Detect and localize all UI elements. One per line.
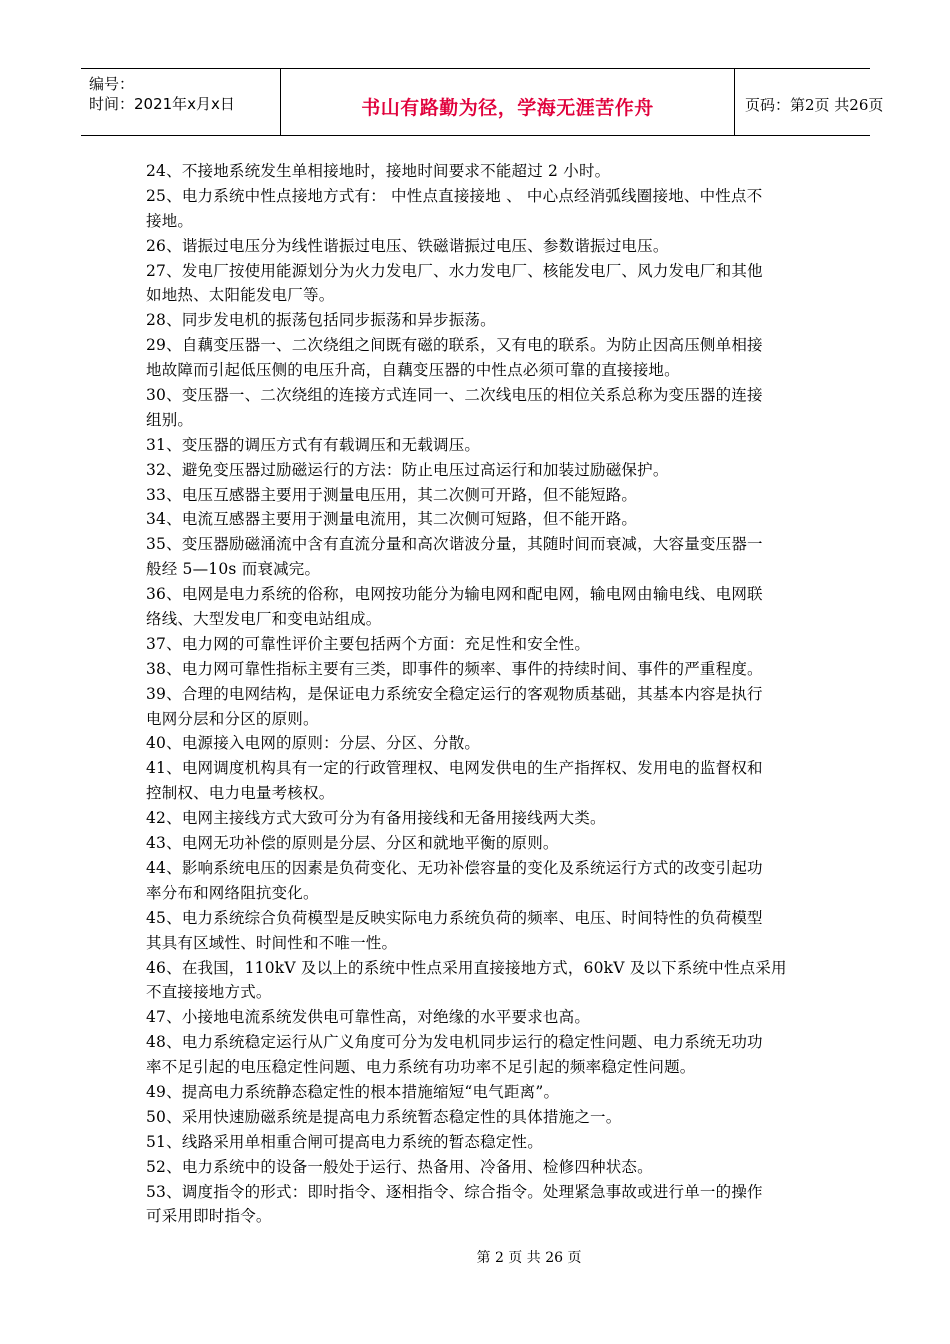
text-line: 52、电力系统中的设备一般处于运行、热备用、冷备用、检修四种状态。	[146, 1157, 653, 1176]
text-line: 50、采用快速励磁系统是提高电力系统暂态稳定性的具体措施之一。	[146, 1107, 622, 1126]
text-line: 控制权、电力电量考核权。	[146, 784, 335, 803]
text-line: 41、电网调度机构具有一定的行政管理权、电网发供电的生产指挥权、发用电的监督权和	[146, 759, 763, 778]
header-motto: 书山有路勤为径，学海无涯苦作舟	[361, 97, 654, 119]
text-line: 29、自藕变压器一、二次绕组之间既有磁的联系，又有电的联系。为防止因高压侧单相接	[146, 336, 763, 355]
text-line: 46、在我国，110kV 及以上的系统中性点采用直接接地方式，60kV 及以下系统中性点采用	[146, 958, 787, 977]
text-line: 45、电力系统综合负荷模型是反映实际电力系统负荷的频率、电压、时间特性的负荷模型	[146, 908, 763, 927]
page-footer	[0, 1247, 950, 1267]
document-body	[146, 159, 810, 1229]
text-line: 35、变压器励磁涌流中含有直流分量和高次谐波分量，其随时间而衰减，大容量变压器一	[146, 535, 763, 554]
text-line: 27、发电厂按使用能源划分为火力发电厂、水力发电厂、核能发电厂、风力发电厂和其他	[146, 261, 763, 280]
text-line: 43、电网无功补偿的原则是分层、分区和就地平衡的原则。	[146, 834, 559, 853]
text-line: 率不足引起的电压稳定性问题、电力系统有功功率不足引起的频率稳定性问题。	[146, 1058, 696, 1077]
text-line: 39、合理的电网结构，是保证电力系统安全稳定运行的客观物质基础，其基本内容是执行	[146, 684, 763, 703]
text-line: 率分布和网络阻抗变化。	[146, 883, 319, 902]
text-line: 26、谐振过电压分为线性谐振过电压、铁磁谐振过电压、参数谐振过电压。	[146, 236, 669, 255]
text-line: 28、同步发电机的振荡包括同步振荡和异步振荡。	[146, 311, 496, 330]
text-line: 25、电力系统中性点接地方式有： 中性点直接接地 、 中心点经消弧线圈接地、中性点不	[146, 186, 763, 205]
text-line: 51、线路采用单相重合闸可提高电力系统的暂态稳定性。	[146, 1132, 543, 1151]
text-line: 36、电网是电力系统的俗称，电网按功能分为输电网和配电网，输电网由输电线、电网联	[146, 585, 763, 604]
text-line: 47、小接地电流系统发供电可靠性高，对绝缘的水平要求也高。	[146, 1008, 591, 1027]
text-line: 53、调度指令的形式：即时指令、逐相指令、综合指令。处理紧急事故或进行单一的操作	[146, 1182, 763, 1201]
text-line: 32、避免变压器过励磁运行的方法：防止电压过高运行和加装过励磁保护。	[146, 460, 669, 479]
text-line: 其具有区域性、时间性和不唯一性。	[146, 933, 398, 952]
text-line: 组别。	[146, 410, 194, 429]
text-line: 地故障而引起低压侧的电压升高，自藕变压器的中性点必须可靠的直接接地。	[146, 361, 680, 380]
text-line: 如地热、太阳能发电厂等。	[146, 286, 335, 305]
header-page-code: 页码：第2页 共26页	[745, 96, 884, 114]
document-date-label: 时间：2021年x月x日	[89, 95, 235, 113]
text-line: 接地。	[146, 211, 194, 230]
text-line: 电网分层和分区的原则。	[146, 709, 319, 728]
text-line: 34、电流互感器主要用于测量电流用，其二次侧可短路，但不能开路。	[146, 510, 638, 529]
text-line: 33、电压互感器主要用于测量电压用，其二次侧可开路，但不能短路。	[146, 485, 638, 504]
header-info-cell	[81, 69, 281, 135]
text-line: 般经 5—10s 而衰减完。	[146, 560, 321, 579]
text-line: 42、电网主接线方式大致可分为有备用接线和无备用接线两大类。	[146, 809, 606, 828]
text-line: 络线、大型发电厂和变电站组成。	[146, 610, 382, 629]
text-line: 38、电力网可靠性指标主要有三类，即事件的频率、事件的持续时间、事件的严重程度。	[146, 659, 763, 678]
footer-page-number: 第 2 页 共 26 页	[476, 1250, 582, 1266]
text-line: 不直接接地方式。	[146, 983, 272, 1002]
text-line: 44、影响系统电压的因素是负荷变化、无功补偿容量的变化及系统运行方式的改变引起功	[146, 858, 763, 877]
header-motto-cell	[281, 69, 735, 135]
text-line: 31、变压器的调压方式有有载调压和无载调压。	[146, 435, 481, 454]
text-line: 可采用即时指令。	[146, 1207, 272, 1226]
text-line: 30、变压器一、二次绕组的连接方式连同一、二次线电压的相位关系总称为变压器的连接	[146, 386, 763, 405]
header-table	[81, 68, 884, 136]
text-line: 37、电力网的可靠性评价主要包括两个方面：充足性和安全性。	[146, 634, 591, 653]
text-line: 40、电源接入电网的原则：分层、分区、分散。	[146, 734, 481, 753]
text-line: 49、提高电力系统静态稳定性的根本措施缩短“电气距离”。	[146, 1082, 560, 1101]
document-number-label: 编号：	[89, 75, 135, 93]
text-line: 24、不接地系统发生单相接地时，接地时间要求不能超过 2 小时。	[146, 162, 611, 180]
header-page-cell	[735, 69, 884, 135]
text-line: 48、电力系统稳定运行从广义角度可分为发电机同步运行的稳定性问题、电力系统无功功	[146, 1033, 763, 1052]
